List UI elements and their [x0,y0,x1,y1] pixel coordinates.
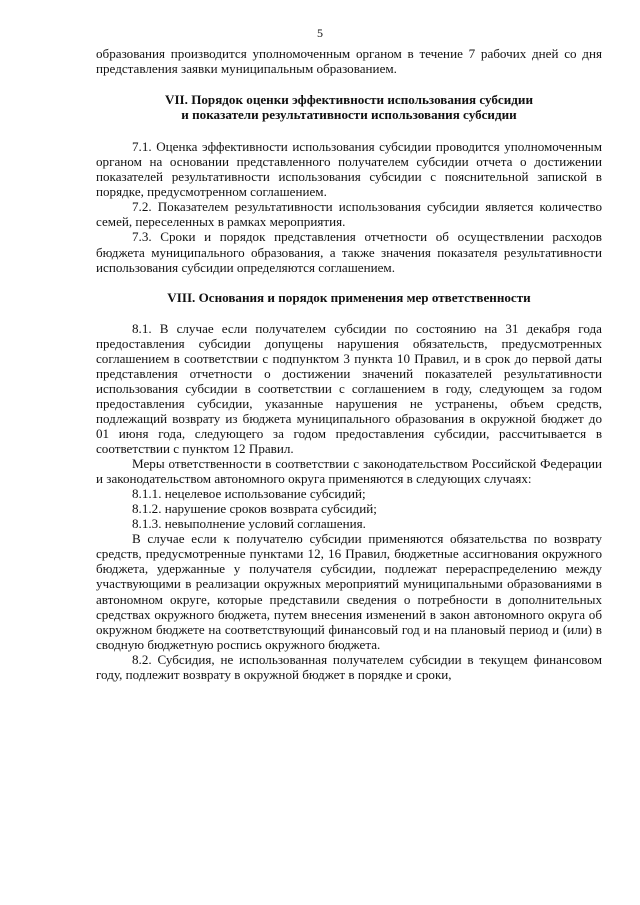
paragraph-7-3: 7.3. Сроки и порядок представления отчетности об осуществлении расходов бюджета муниципального образования, а также значения показателя результативности использования субсидии определяются соглашением. [96,229,602,275]
page-number: 5 [317,26,323,40]
intro-paragraph: образования производится уполномоченным органом в течение 7 рабочих дней со дня представления заявки муниципальным образованием. [96,46,602,77]
paragraph-8-1-3: 8.1.3. невыполнение условий соглашения. [132,516,366,532]
paragraph-8-1-1: 8.1.1. нецелевое использование субсидий; [132,486,366,502]
section-7-heading-line-1: VII. Порядок оценки эффективности использования субсидии [165,92,533,108]
paragraph-8-1: 8.1. В случае если получателем субсидии по состоянию на 31 декабря года предоставления субсидии допущены нарушения обязательств, предусмотренных соглашением в соответствии с подпунктом 3 пункта 10 Правил, и в срок до первой даты представления отчетности о достижении значений показателей результативности использования субсидии в соответствии с соглашением в году, следующем за годом предоставления субсидии, указанные нарушения не устранены, объем средств, подлежащий возврату из бюджета муниципального образования в окружной бюджет до 01 июня года, следующего за годом предоставления субсидии, рассчитывается в соответствии с пунктом 12 Правил. [96,320,602,457]
section-7-heading [96,92,602,122]
paragraph-8-2: 8.2. Субсидия, не использованная получателем субсидии в текущем финансовом году, подлежит возврату в окружной бюджет в порядке и сроки, [96,651,602,682]
paragraph-7-2: 7.2. Показателем результативности использования субсидии является количество семей, переселенных в рамках мероприятия. [96,199,602,230]
paragraph-return-case: В случае если к получателю субсидии применяются обязательства по возврату средств, предусмотренные пунктами 12, 16 Правил, бюджетные ассигнования окружного бюджета, удержанные у получателя субсидии, подлежат перераспределению между участвующими в реализации окружных мероприятий муниципальными образованиями в автономном округе, которые представили сведения о потребности в дополнительных средствах окружного бюджета, путем внесения изменений в закон автономного округа об окружном бюджете на соответствующий финансовый год и на плановый период и (или) в сводную бюджетную роспись окружного бюджета. [96,531,602,652]
document-body [96,46,602,682]
paragraph-measures: Меры ответственности в соответствии с законодательством Российской Федерации и законодательством автономного округа применяются в следующих случаях: [96,456,602,487]
paragraph-8-1-2: 8.1.2. нарушение сроков возврата субсидий; [132,501,377,517]
paragraph-7-1: 7.1. Оценка эффективности использования субсидии проводится уполномоченным органом на основании представленного получателем субсидии отчета о достижении показателей результативности использования субсидии с пояснительной запиской в порядке, предусмотренном соглашением. [96,139,602,200]
section-8-heading: VIII. Основания и порядок применения мер ответственности [167,289,531,305]
section-7-heading-line-2: и показатели результативности использования субсидии [181,107,517,123]
